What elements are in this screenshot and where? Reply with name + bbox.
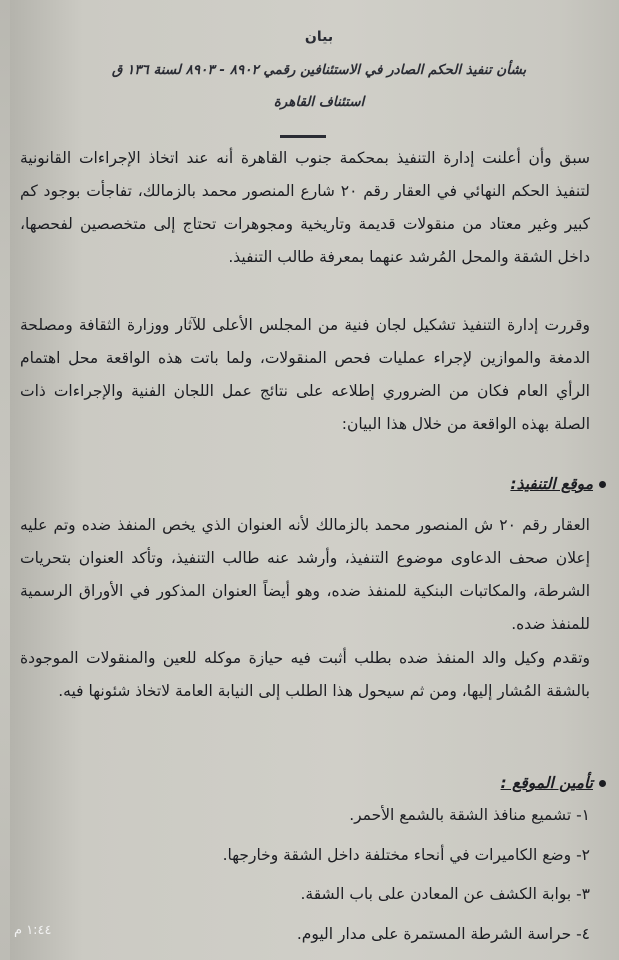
document-heading: بيان bbox=[304, 29, 334, 45]
statement-document bbox=[20, 14, 614, 954]
paragraph-request: وتقدم وكيل والد المنفذ ضده بطلب أثبت فيه حيازة موكله للعين والمنقولات الموجودة بالشقة المُشار إليها، ومن ثم سيحول هذا الطلب إلى النيابة العامة لاتخاذ شئونها فيه. bbox=[20, 649, 590, 700]
paragraph-committees: وقررت إدارة التنفيذ تشكيل لجان فنية من المجلس الأعلى للآثار ووزارة الثقافة ومصلحة الدمغة والموازين لإجراء عمليات فحص المنقولات، ولما باتت هذه الواقعة محل اهتمام الرأي العام فكان من الضروري إطلاعه على نتائج عمل اللجان الفنية والإجراءات ذات الصلة بهذه الواقعة من خلال هذا البيان: bbox=[20, 316, 590, 433]
list-item: ٣- بوابة الكشف عن المعادن على باب الشقة. bbox=[300, 885, 590, 903]
section-execution-site bbox=[510, 475, 606, 493]
document-subject-line2: استئناف القاهرة bbox=[273, 94, 365, 110]
bullet-icon bbox=[599, 481, 606, 488]
bullet-icon bbox=[599, 780, 606, 787]
section-title: تأمين الموقع : bbox=[500, 774, 593, 792]
section-site-security bbox=[501, 774, 606, 792]
title-divider bbox=[280, 135, 326, 138]
document-subject-line1: بشأن تنفيذ الحكم الصادر في الاستئنافين رقمي ٨٩٠٢ - ٨٩٠٣ لسنة ١٣٦ ق bbox=[111, 62, 527, 78]
list-item: ٢- وضع الكاميرات في أنحاء مختلفة داخل الشقة وخارجها. bbox=[222, 846, 590, 864]
paragraph-property: العقار رقم ٢٠ ش المنصور محمد بالزمالك لأنه العنوان الذي يخص المنفذ ضده وتم عليه إعلان صحف الدعاوى موضوع التنفيذ، وأرشد عنه طالب التنفيذ، وتأكد العنوان بتحريات الشرطة، والمكاتبات البنكية للمنفذ ضده، وهو أيضاً العنوان المذكور في الأوراق الرسمية للمنفذ ضده. bbox=[20, 516, 590, 633]
paper-sheet bbox=[10, 0, 619, 960]
list-item: ٤- حراسة الشرطة المستمرة على مدار اليوم. bbox=[296, 925, 590, 943]
timestamp-overlay: ١:٤٤ م bbox=[14, 923, 52, 938]
paragraph-intro: سبق وأن أعلنت إدارة التنفيذ بمحكمة جنوب القاهرة أنه عند اتخاذ الإجراءات القانونية لتنفيذ الحكم النهائي في العقار رقم ٢٠ شارع المنصور محمد بالزمالك، تفاجأت بوجود كم كبير وغير معتاد من منقولات قديمة وتاريخية ومجوهرات تحتاج إلى متخصصين لفحصها، داخل الشقة والمحل المُرشد عنهما بمعرفة طالب التنفيذ. bbox=[20, 149, 590, 266]
section-title: موقع التنفيذ: bbox=[510, 475, 593, 493]
list-item: ١- تشميع منافذ الشقة بالشمع الأحمر. bbox=[349, 806, 590, 824]
